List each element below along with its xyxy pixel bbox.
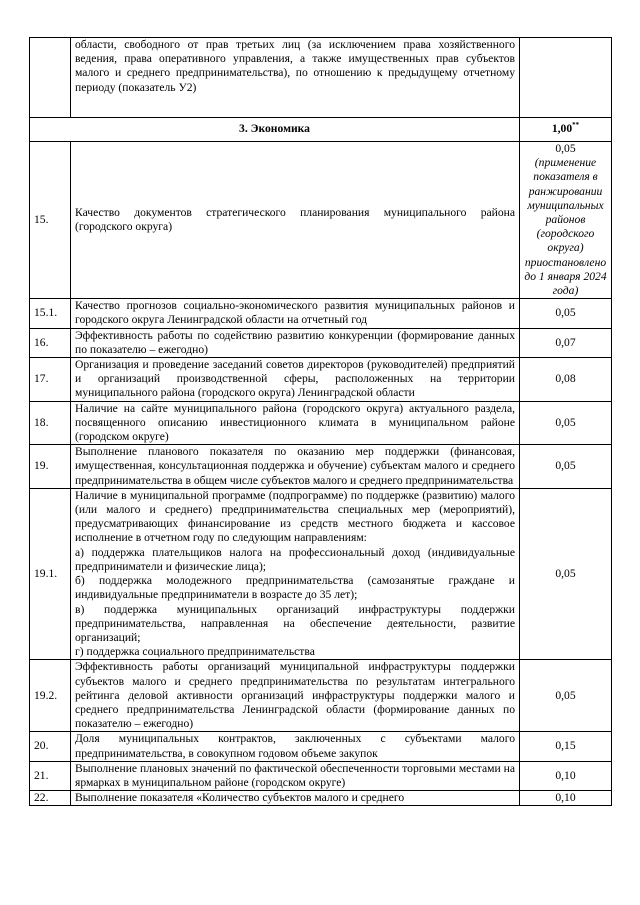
row-number: 15. bbox=[30, 142, 71, 299]
section-value-footnote-mark: ** bbox=[572, 121, 580, 130]
row-number: 18. bbox=[30, 401, 71, 445]
row-description: Качество документов стратегического планирования муниципального района (городского округа) bbox=[71, 142, 520, 299]
table-row-continuation bbox=[30, 38, 612, 118]
row-value-cell bbox=[520, 142, 612, 299]
row-description-item-v: в) поддержка муниципальных организаций инфраструктуры поддержки предпринимательства, направленная на обеспечение деятельности, развитие организаций; bbox=[75, 602, 515, 644]
row-value: 0,05 bbox=[520, 299, 612, 328]
table-row-16 bbox=[30, 328, 612, 357]
table-row-15-1 bbox=[30, 299, 612, 328]
row-description-intro: Наличие в муниципальной программе (подпрограмме) по поддержке (развитию) малого (или малого и среднего) предпринимательства специальных мер (мероприятий), предусматривающих финансирование из средств местного бюджета и кассовое исполнение в отчетном году по следующим направлениям: bbox=[75, 488, 515, 545]
row-description bbox=[71, 488, 520, 659]
row-number: 19. bbox=[30, 445, 71, 489]
table-row-19-1 bbox=[30, 488, 612, 659]
row-description: Наличие на сайте муниципального района (городского округа) актуального раздела, посвященного описанию инвестиционного климата в муниципальном районе (городском округе) bbox=[71, 401, 520, 445]
row-description: Эффективность работы по содействию развитию конкуренции (формирование данных по показателю – ежегодно) bbox=[71, 328, 520, 357]
row-number bbox=[30, 38, 71, 118]
row-description: Качество прогнозов социально-экономического развития муниципальных районов и городского округа Ленинградской области на отчетный год bbox=[71, 299, 520, 328]
row-description-item-a: а) поддержка плательщиков налога на профессиональный доход (индивидуальные предприниматели и физические лица); bbox=[75, 545, 515, 573]
row-value bbox=[520, 38, 612, 118]
row-number: 20. bbox=[30, 732, 71, 761]
section-value-cell bbox=[520, 118, 612, 142]
row-description-item-g: г) поддержка социального предпринимательства bbox=[75, 645, 315, 659]
row-value: 0,10 bbox=[520, 791, 612, 806]
section-value: 1,00 bbox=[551, 122, 573, 136]
row-number: 16. bbox=[30, 328, 71, 357]
table-row-17 bbox=[30, 358, 612, 402]
row-value-note: (применение показателя в ранжировании муниципальных районов (городского округа) приостановлено до 1 января 2024 года) bbox=[524, 156, 607, 298]
row-number: 22. bbox=[30, 791, 71, 806]
indicators-table bbox=[29, 37, 612, 806]
table-row-18 bbox=[30, 401, 612, 445]
row-number: 17. bbox=[30, 358, 71, 402]
row-description: области, свободного от прав третьих лиц (за исключением права хозяйственного ведения, права оперативного управления, а также имущественных прав субъектов малого и среднего предпринимательства), по отношению к предыдущему отчетному периоду (показатель У2) bbox=[71, 38, 520, 118]
row-description: Выполнение плановых значений по фактической обеспеченности торговыми местами на ярмарках в муниципальном районе (городском округе) bbox=[71, 761, 520, 790]
row-value: 0,05 bbox=[520, 660, 612, 732]
row-description: Доля муниципальных контрактов, заключенных с субъектами малого предпринимательства, в совокупном годовом объеме закупок bbox=[71, 732, 520, 761]
row-value: 0,05 bbox=[520, 445, 612, 489]
table-row-19-2 bbox=[30, 660, 612, 732]
row-value: 0,08 bbox=[520, 358, 612, 402]
row-description: Эффективность работы организаций муниципальной инфраструктуры поддержки субъектов малого и среднего предпринимательства по результатам интегрального рейтинга деловой активности организаций инфраструктуры поддержки малого и среднего предпринимательства Ленинградской области (формирование данных по показателю – ежегодно) bbox=[71, 660, 520, 732]
section-title: 3. Экономика bbox=[30, 118, 520, 142]
row-value: 0,07 bbox=[520, 328, 612, 357]
table-row-22 bbox=[30, 791, 612, 806]
row-number: 21. bbox=[30, 761, 71, 790]
table-row-20 bbox=[30, 732, 612, 761]
table-row-19 bbox=[30, 445, 612, 489]
row-value: 0,10 bbox=[520, 761, 612, 790]
row-value: 0,05 bbox=[520, 401, 612, 445]
row-number: 19.1. bbox=[30, 488, 71, 659]
row-number: 15.1. bbox=[30, 299, 71, 328]
table-row-21 bbox=[30, 761, 612, 790]
section-header-row bbox=[30, 118, 612, 142]
row-number: 19.2. bbox=[30, 660, 71, 732]
row-description-item-b: б) поддержка молодежного предпринимательства (самозанятые граждане и индивидуальные предприниматели в возрасте до 35 лет); bbox=[75, 574, 515, 602]
table-row-15 bbox=[30, 142, 612, 299]
row-description: Организация и проведение заседаний советов директоров (руководителей) предприятий и организаций производственной сферы, расположенных на территории муниципального района (городского округа) Ленинградской области bbox=[71, 358, 520, 402]
row-value: 0,05 bbox=[520, 488, 612, 659]
row-description: Выполнение показателя «Количество субъектов малого и среднего bbox=[71, 791, 520, 806]
row-description: Выполнение планового показателя по оказанию мер поддержки (финансовая, имущественная, консультационная поддержка и обучение) субъектам малого и среднего предпринимательства в общем числе субъектов малого и среднего предпринимательства bbox=[71, 445, 520, 489]
row-value: 0,15 bbox=[520, 732, 612, 761]
row-value: 0,05 bbox=[555, 142, 576, 155]
